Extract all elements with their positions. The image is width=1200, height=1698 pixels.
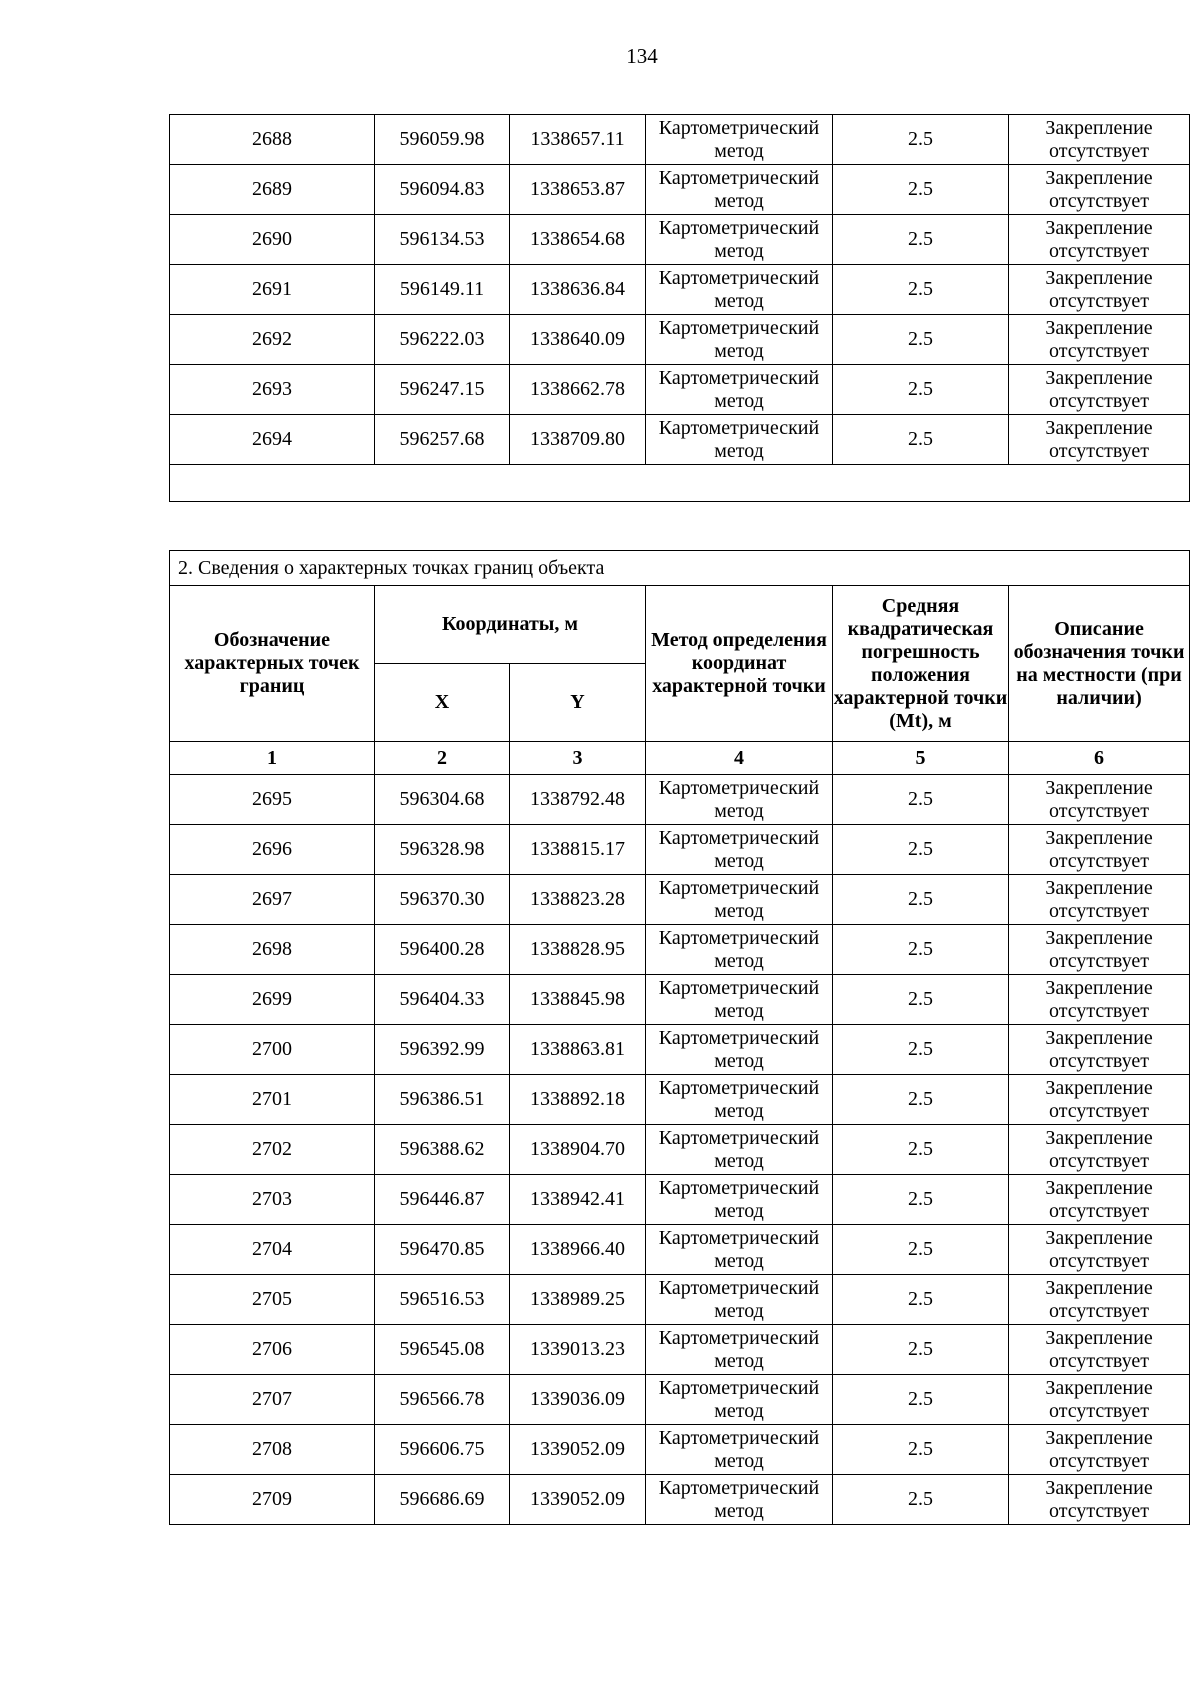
cell-x: 596094.83 [375,165,510,215]
cell-method: Картометрический метод [646,1025,833,1075]
cell-y: 1338863.81 [510,1025,646,1075]
cell-method: Картометрический метод [646,1225,833,1275]
cell-y: 1338636.84 [510,265,646,315]
cell-error: 2.5 [833,925,1009,975]
cell-x: 596328.98 [375,825,510,875]
table-row [170,775,1190,825]
cell-description: Закрепление отсутствует [1009,875,1190,925]
cell-y: 1339036.09 [510,1375,646,1425]
header-description: Описание обозначения точки на местности (при наличии) [1009,586,1190,742]
boundary-points-table [169,550,1190,1525]
cell-method: Картометрический метод [646,1275,833,1325]
cell-point-id: 2693 [170,365,375,415]
cell-error: 2.5 [833,415,1009,465]
cell-y: 1338654.68 [510,215,646,265]
cell-point-id: 2699 [170,975,375,1025]
header-error: Средняя квадратическая погрешность положения характерной точки (Mt), м [833,586,1009,742]
column-number-3: 3 [510,742,646,775]
cell-point-id: 2703 [170,1175,375,1225]
cell-y: 1338966.40 [510,1225,646,1275]
column-number-6: 6 [1009,742,1190,775]
cell-y: 1338845.98 [510,975,646,1025]
table-row [170,1175,1190,1225]
cell-description: Закрепление отсутствует [1009,1225,1190,1275]
cell-description: Закрепление отсутствует [1009,925,1190,975]
table-row [170,1025,1190,1075]
cell-y: 1339052.09 [510,1475,646,1525]
cell-x: 596686.69 [375,1475,510,1525]
cell-error: 2.5 [833,115,1009,165]
cell-x: 596446.87 [375,1175,510,1225]
table-row [170,1375,1190,1425]
header-coordinates: Координаты, м [375,586,646,664]
table-row [170,1225,1190,1275]
cell-description: Закрепление отсутствует [1009,115,1190,165]
boundary-points-table-continued [169,114,1190,502]
cell-method: Картометрический метод [646,365,833,415]
cell-error: 2.5 [833,315,1009,365]
cell-method: Картометрический метод [646,1125,833,1175]
cell-description: Закрепление отсутствует [1009,1175,1190,1225]
cell-x: 596404.33 [375,975,510,1025]
table-row [170,165,1190,215]
cell-description: Закрепление отсутствует [1009,1075,1190,1125]
table-row [170,315,1190,365]
cell-point-id: 2700 [170,1025,375,1075]
cell-error: 2.5 [833,1025,1009,1075]
table-row [170,265,1190,315]
cell-point-id: 2695 [170,775,375,825]
cell-x: 596606.75 [375,1425,510,1475]
table2-body [170,775,1190,1525]
table-row [170,975,1190,1025]
column-number-1: 1 [170,742,375,775]
cell-description: Закрепление отсутствует [1009,415,1190,465]
cell-method: Картометрический метод [646,1425,833,1475]
cell-x: 596059.98 [375,115,510,165]
cell-method: Картометрический метод [646,115,833,165]
cell-method: Картометрический метод [646,415,833,465]
empty-row [170,465,1190,502]
page-number: 134 [626,44,658,68]
cell-point-id: 2688 [170,115,375,165]
cell-x: 596566.78 [375,1375,510,1425]
cell-method: Картометрический метод [646,975,833,1025]
table-row [170,365,1190,415]
table-row [170,1475,1190,1525]
cell-method: Картометрический метод [646,925,833,975]
cell-x: 596222.03 [375,315,510,365]
cell-point-id: 2689 [170,165,375,215]
cell-x: 596304.68 [375,775,510,825]
table-row [170,215,1190,265]
header-y: Y [510,664,646,742]
cell-description: Закрепление отсутствует [1009,1475,1190,1525]
cell-error: 2.5 [833,875,1009,925]
cell-error: 2.5 [833,265,1009,315]
empty-cell [170,465,1190,502]
cell-y: 1338823.28 [510,875,646,925]
cell-x: 596400.28 [375,925,510,975]
cell-description: Закрепление отсутствует [1009,1325,1190,1375]
cell-x: 596247.15 [375,365,510,415]
cell-error: 2.5 [833,1425,1009,1475]
cell-description: Закрепление отсутствует [1009,1375,1190,1425]
cell-point-id: 2694 [170,415,375,465]
cell-point-id: 2707 [170,1375,375,1425]
cell-method: Картометрический метод [646,215,833,265]
table-caption: 2. Сведения о характерных точках границ объекта [170,551,1190,586]
cell-y: 1338942.41 [510,1175,646,1225]
cell-description: Закрепление отсутствует [1009,165,1190,215]
cell-x: 596370.30 [375,875,510,925]
cell-point-id: 2696 [170,825,375,875]
cell-method: Картометрический метод [646,1325,833,1375]
cell-point-id: 2705 [170,1275,375,1325]
cell-point-id: 2690 [170,215,375,265]
column-number-4: 4 [646,742,833,775]
cell-description: Закрепление отсутствует [1009,775,1190,825]
cell-x: 596386.51 [375,1075,510,1125]
cell-error: 2.5 [833,825,1009,875]
cell-y: 1338904.70 [510,1125,646,1175]
cell-y: 1339013.23 [510,1325,646,1375]
cell-method: Картометрический метод [646,315,833,365]
header-method: Метод определения координат характерной точки [646,586,833,742]
cell-method: Картометрический метод [646,875,833,925]
cell-y: 1338640.09 [510,315,646,365]
cell-x: 596134.53 [375,215,510,265]
table-row [170,925,1190,975]
cell-error: 2.5 [833,1175,1009,1225]
cell-y: 1338989.25 [510,1275,646,1325]
cell-x: 596516.53 [375,1275,510,1325]
table-row [170,1325,1190,1375]
cell-error: 2.5 [833,1275,1009,1325]
cell-description: Закрепление отсутствует [1009,315,1190,365]
cell-description: Закрепление отсутствует [1009,265,1190,315]
cell-method: Картометрический метод [646,825,833,875]
cell-y: 1339052.09 [510,1425,646,1475]
column-number-5: 5 [833,742,1009,775]
cell-description: Закрепление отсутствует [1009,1025,1190,1075]
cell-y: 1338892.18 [510,1075,646,1125]
cell-y: 1338815.17 [510,825,646,875]
cell-x: 596545.08 [375,1325,510,1375]
cell-error: 2.5 [833,975,1009,1025]
cell-error: 2.5 [833,1475,1009,1525]
header-points: Обозначение характерных точек границ [170,586,375,742]
cell-point-id: 2704 [170,1225,375,1275]
table1-body [170,115,1190,502]
cell-method: Картометрический метод [646,1475,833,1525]
cell-description: Закрепление отсутствует [1009,215,1190,265]
cell-description: Закрепление отсутствует [1009,825,1190,875]
cell-description: Закрепление отсутствует [1009,1425,1190,1475]
cell-error: 2.5 [833,775,1009,825]
cell-point-id: 2709 [170,1475,375,1525]
cell-point-id: 2708 [170,1425,375,1475]
cell-x: 596257.68 [375,415,510,465]
cell-point-id: 2697 [170,875,375,925]
cell-error: 2.5 [833,1225,1009,1275]
table-row [170,1275,1190,1325]
header-x: X [375,664,510,742]
cell-point-id: 2691 [170,265,375,315]
table-row [170,1425,1190,1475]
cell-error: 2.5 [833,1125,1009,1175]
cell-method: Картометрический метод [646,165,833,215]
cell-method: Картометрический метод [646,1375,833,1425]
cell-x: 596388.62 [375,1125,510,1175]
cell-error: 2.5 [833,365,1009,415]
cell-description: Закрепление отсутствует [1009,975,1190,1025]
cell-error: 2.5 [833,1325,1009,1375]
table-row [170,825,1190,875]
column-number-2: 2 [375,742,510,775]
cell-y: 1338792.48 [510,775,646,825]
cell-y: 1338828.95 [510,925,646,975]
cell-method: Картометрический метод [646,1075,833,1125]
cell-method: Картометрический метод [646,1175,833,1225]
cell-x: 596392.99 [375,1025,510,1075]
cell-y: 1338657.11 [510,115,646,165]
table-row [170,1125,1190,1175]
table-row [170,875,1190,925]
cell-y: 1338662.78 [510,365,646,415]
cell-point-id: 2706 [170,1325,375,1375]
cell-point-id: 2702 [170,1125,375,1175]
cell-error: 2.5 [833,215,1009,265]
cell-point-id: 2692 [170,315,375,365]
cell-description: Закрепление отсутствует [1009,365,1190,415]
table-row [170,115,1190,165]
table-row [170,1075,1190,1125]
cell-method: Картометрический метод [646,265,833,315]
cell-y: 1338653.87 [510,165,646,215]
cell-method: Картометрический метод [646,775,833,825]
cell-error: 2.5 [833,1375,1009,1425]
cell-description: Закрепление отсутствует [1009,1125,1190,1175]
cell-point-id: 2701 [170,1075,375,1125]
cell-description: Закрепление отсутствует [1009,1275,1190,1325]
cell-error: 2.5 [833,1075,1009,1125]
cell-error: 2.5 [833,165,1009,215]
cell-x: 596470.85 [375,1225,510,1275]
cell-x: 596149.11 [375,265,510,315]
cell-y: 1338709.80 [510,415,646,465]
table-row [170,415,1190,465]
cell-point-id: 2698 [170,925,375,975]
